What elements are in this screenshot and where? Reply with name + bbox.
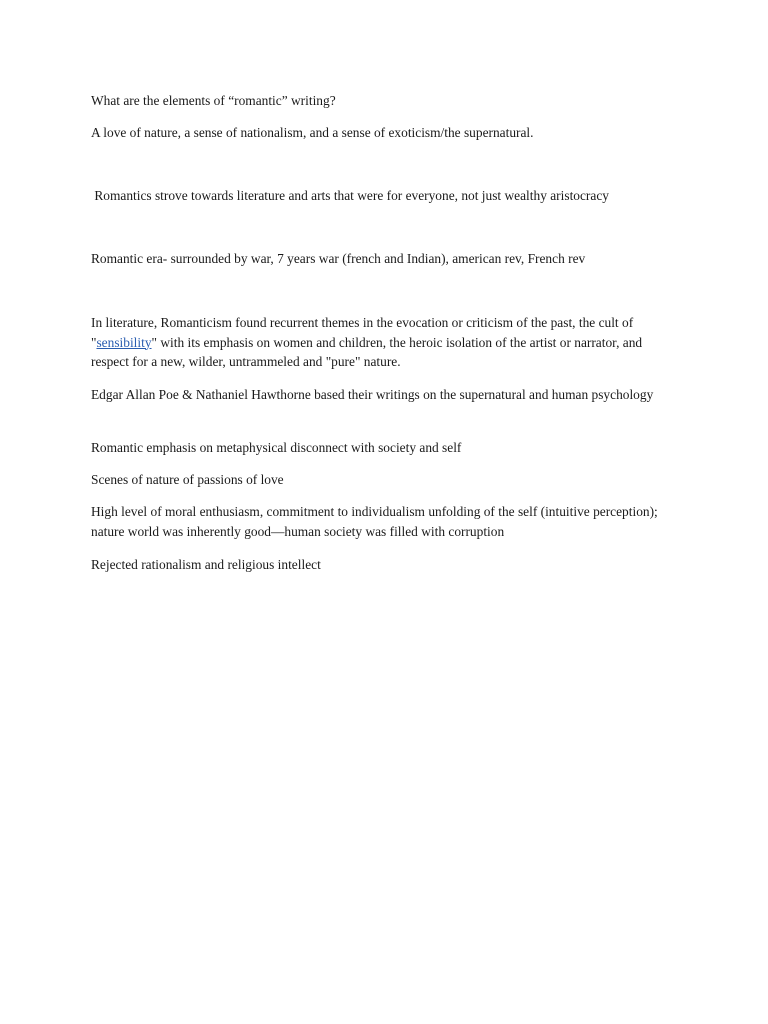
paragraph-moral-enthusiasm: High level of moral enthusiasm, commitment to individualism unfolding of the self (intuitive perception); nature world was inherently good—human society was filled with corruption	[91, 504, 658, 539]
paragraph-rejected-rationalism: Rejected rationalism and religious intellect	[91, 557, 321, 572]
paragraph-era: Romantic era- surrounded by war, 7 years war (french and Indian), american rev, French rev	[91, 251, 586, 266]
paragraph-metaphysical: Romantic emphasis on metaphysical disconnect with society and self	[91, 440, 462, 455]
paragraph-poe-hawthorne: Edgar Allan Poe & Nathaniel Hawthorne based their writings on the supernatural and human psychology	[91, 387, 654, 402]
sensibility-link[interactable]: sensibility	[96, 334, 152, 350]
paragraph-literature-themes	[91, 313, 681, 372]
paragraph-nature-love: Scenes of nature of passions of love	[91, 472, 284, 487]
paragraph-elements: A love of nature, a sense of nationalism, and a sense of exoticism/the supernatural.	[91, 125, 534, 140]
paragraph-question: What are the elements of “romantic” writing?	[91, 93, 336, 108]
paragraph-audience: Romantics strove towards literature and arts that were for everyone, not just wealthy aristocracy	[91, 188, 609, 203]
paragraph-literature-text-before: In literature, Romanticism found recurrent themes in the evocation or criticism of the past, the cult of "	[91, 315, 634, 350]
paragraph-literature-text-after: " with its emphasis on women and children, the heroic isolation of the artist or narrator, and respect for a new, wilder, untrammeled and "pure" nature.	[91, 334, 643, 369]
